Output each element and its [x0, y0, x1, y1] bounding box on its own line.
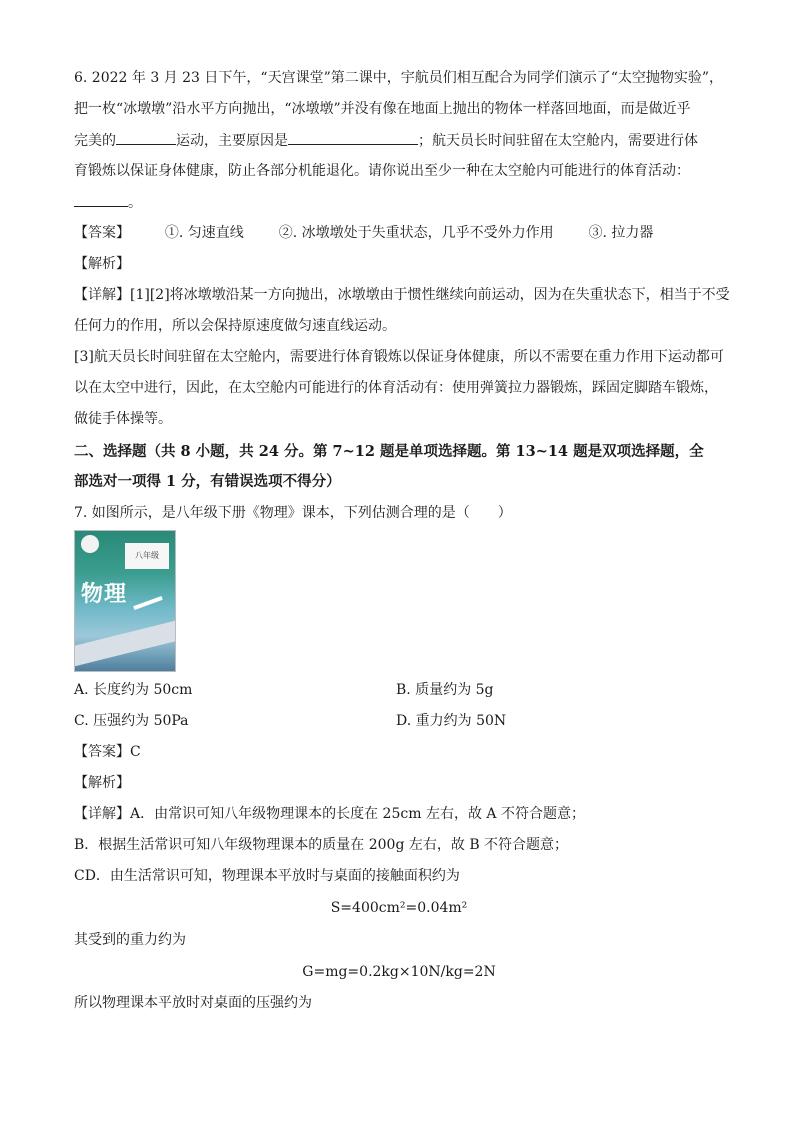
airplane-icon — [133, 596, 163, 610]
fill-blank-2[interactable] — [288, 130, 418, 145]
q6-line-4: 育锻炼以保证身体健康，防止各部分机能退化。请你说出至少一种在太空舱内可能进行的体育活动： — [74, 163, 690, 179]
section-2-heading-2: 部选对一项得 1 分，有错误选项不得分） — [74, 473, 341, 490]
option-b[interactable]: B. 质量约为 5g — [396, 682, 494, 698]
option-d[interactable]: D. 重力约为 50N — [396, 713, 507, 729]
analysis-6-line-1: 【详解】[1][2]将冰墩墩沿某一方向抛出，冰墩墩由于惯性继续向前运动，因为在失重状态下，相当于不受 — [74, 287, 730, 303]
analysis-6-line-3: [3]航天员长时间驻留在太空舱内，需要进行体育锻炼以保证身体健康，所以不需要在重力作用下运动都可 — [74, 349, 724, 365]
q6-line-5 — [74, 192, 142, 213]
analysis-7-line-1: 【详解】A．由常识可知八年级物理课本的长度在 25cm 左右，故 A 不符合题意； — [74, 806, 585, 822]
section-2-heading-1: 二、选择题（共 8 小题，共 24 分。第 7~12 题是单项选择题。第 13~14 题是双项选择题，全 — [74, 443, 704, 460]
answer-6-3: ③. 拉力器 — [588, 225, 654, 241]
option-a[interactable]: A. 长度约为 50cm — [74, 682, 193, 698]
analysis-6-label: 【解析】 — [74, 256, 130, 272]
analysis-7-line-2: B．根据生活常识可知八年级物理课本的质量在 200g 左右，故 B 不符合题意； — [74, 837, 569, 853]
analysis-7-line-4: 其受到的重力约为 — [74, 932, 186, 948]
q6-line-3 — [74, 130, 698, 151]
answer-label: 【答案】 — [74, 225, 130, 241]
analysis-7-line-5: 所以物理课本平放时对桌面的压强约为 — [74, 995, 312, 1011]
equation-weight: G=mg=0.2kg×10N/kg=2N — [302, 964, 496, 980]
q6-line-3-b: 运动，主要原因是 — [176, 133, 288, 149]
q6-line-3-c: ；航天员长时间驻留在太空舱内，需要进行体 — [418, 133, 698, 149]
answer-7 — [74, 742, 141, 762]
analysis-6-line-4: 以在太空中进行，因此，在太空舱内可能进行的体育活动有：使用弹簧拉力器锻炼，踩固定脚踏车锻炼， — [74, 380, 718, 396]
q6-line-3-a: 完美的 — [74, 133, 116, 149]
analysis-6-line-5: 做徒手体操等。 — [74, 411, 172, 427]
cover-title: 物理 — [81, 582, 128, 607]
q6-line-1: 6. 2022 年 3 月 23 日下午，“天宫课堂”第二课中，宇航员们相互配合为同学们演示了“太空抛物实验”， — [74, 70, 724, 86]
fill-blank-1[interactable] — [116, 130, 176, 145]
answer-label: 【答案】 — [74, 744, 130, 760]
option-c[interactable]: C. 压强约为 50Pa — [74, 713, 189, 729]
q6-line-2: 把一枚“冰墩墩”沿水平方向抛出，“冰墩墩”并没有像在地面上抛出的物体一样落回地面，而是做近乎 — [74, 101, 691, 117]
answer-7-value: C — [130, 744, 141, 760]
analysis-7-label: 【解析】 — [74, 775, 130, 791]
equation-area: S=400cm²=0.04m² — [330, 900, 468, 916]
analysis-6-line-2: 任何力的作用，所以会保持原速度做匀速直线运动。 — [74, 318, 396, 334]
publisher-logo-icon — [81, 535, 99, 553]
q7-stem: 7. 如图所示，是八年级下册《物理》课本，下列估测合理的是（ ） — [74, 505, 512, 521]
analysis-7-line-3: CD．由生活常识可知，物理课本平放时与桌面的接触面积约为 — [74, 868, 460, 884]
textbook-cover-image — [74, 530, 176, 672]
cover-grade-label: 八年级 — [125, 543, 169, 569]
answer-6 — [74, 223, 653, 243]
answer-6-1: ①. 匀速直线 — [164, 225, 244, 241]
fill-blank-3[interactable] — [74, 192, 128, 207]
answer-6-2: ②. 冰墩墩处于失重状态，几乎不受外力作用 — [278, 225, 554, 241]
q6-line-5-end: 。 — [128, 195, 142, 211]
bridge-graphic — [74, 614, 176, 667]
